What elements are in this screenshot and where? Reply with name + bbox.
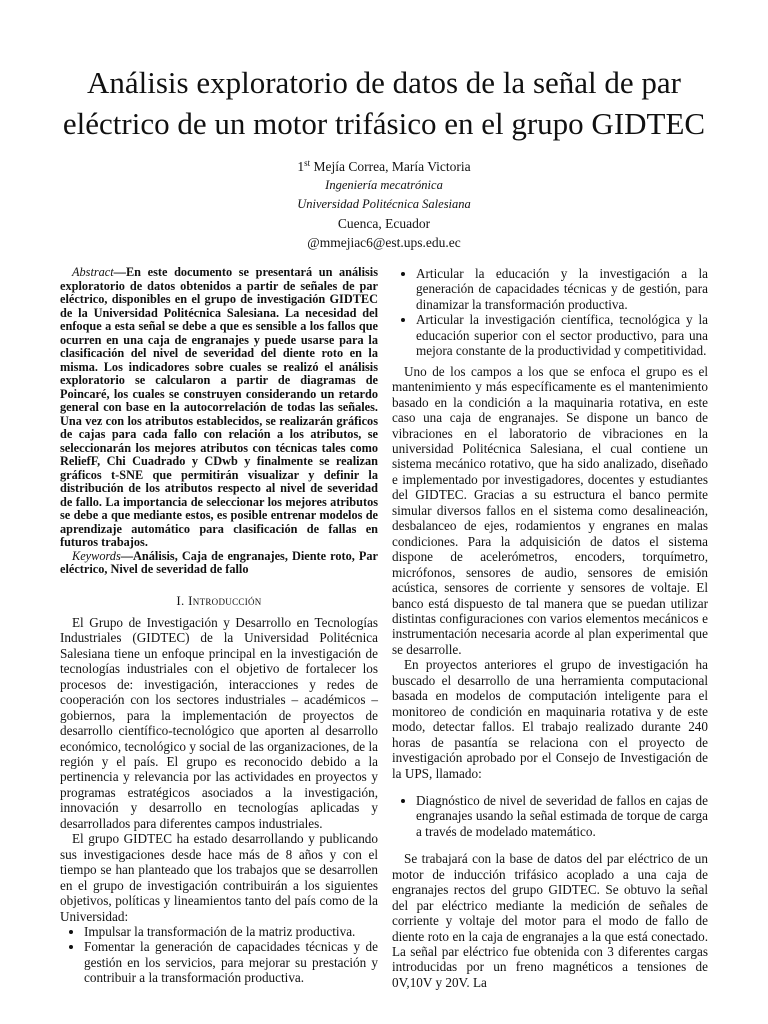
abstract-text: —En este documento se presentará un análisis exploratorio de datos obtenidos a partir de señales de par eléctrico, disponibles en el grupo de investigación GIDTEC de la Universidad Politécnica Salesiana. La necesidad del enfoque a esta señal se debe a que es sensible a los fallos que ocurren en una caja de engranajes y puede usarse para la clasificación del nivel de severidad del diente roto en la misma. Los indicadores sobre cuales se realizó el análisis exploratorio se calcularon a partir de diagramas de Poincaré, los cuales se construyen considerando un retardo general con base en la autocorrelación de todas las señales. Una vez con los atributos establecidos, se realizarán gráficos de cajas para cada fallo con relación a los atributos, se seleccionarán los mejores atributos con técnicas tales como ReliefF, Chi Cuadrado y CDwb y finalmente se realizan gráficos t-SNE que permitirán visualizar y definir la distribución de los atributos respecto al nivel de severidad de fallo. La importancia de seleccionar los mejores atributos se debe a que mediante estos, es posible entrenar modelos de aprendizaje automático para clasificación de fallas en futuros trabajos. — [60, 265, 378, 549]
keywords-text: —Análisis, Caja de engranajes, Diente roto, Par eléctrico, Nivel de severidad de fallo — [60, 548, 378, 576]
section-number: I. — [176, 592, 185, 608]
keywords-label: Keywords — [72, 548, 121, 563]
author-institution: Universidad Politécnica Salesiana — [297, 197, 471, 211]
list-item: • Articular la educación y la investigación a la generación de capacidades técnicas y de gestión, para dinamizar la transformación productiva. — [416, 266, 708, 312]
objectives-list-continued — [392, 266, 708, 359]
intro-paragraph-1: El Grupo de Investigación y Desarrollo en Tecnologías Industriales (GIDTEC) de la Universidad Politécnica Salesiana tiene un enfoque principal en la investigación de tecnologías industriales con el objetivo de fortalecer los procesos de: investigación, interacciones y redes de cooperación con los sectores industriales – académicos – gobiernos, para la implementación de proyectos de desarrollo científico-tecnológico que aporten al desarrollo económico, tecnológico y social de las organizaciones, de la región y el país. El grupo es reconocido debido a la pertinencia y relevancia por las actividades en proyectos y programas estratégicos asociados a la investigación, innovación y desarrollo en tecnologías aplicadas y desarrollados para diferentes campos industriales. — [60, 614, 378, 831]
author-email: @mmejiac6@est.ups.edu.ec — [307, 235, 461, 250]
right-column — [392, 266, 708, 990]
author-location: Cuenca, Ecuador — [337, 216, 431, 231]
intro-paragraph-5: Se trabajará con la base de datos del par eléctrico de un motor de inducción trifásico acoplado a una caja de engranajes rectos del grupo GIDTEC. Se obtuvo la señal del par eléctrico mediante la medición de señales de corriente y voltaje del motor para el modo de fallo de diente roto en la caja de engranajes a la que está conectado. La señal par eléctrico fue obtenida con 3 diferentes cargas introducidas por un freno magnéticos a tensiones de 0V,10V y 20V. La — [392, 851, 708, 990]
list-item: • Diagnóstico de nivel de severidad de fallos en cajas de engranajes usando la señal estimada de torque de carga a través de modelado matemático. — [416, 793, 708, 839]
author-department: Ingeniería mecatrónica — [325, 178, 443, 192]
list-item: • Fomentar la generación de capacidades técnicas y de gestión en los servicios, para mejorar su prestación y contribuir a la transformación productiva. — [84, 939, 378, 985]
author-ordinal-suffix: st — [304, 158, 311, 168]
intro-paragraph-2: El grupo GIDTEC ha estado desarrollando y publicando sus investigaciones desde hace más de 8 años y con el tiempo se han planteado que los trabajos que se desarrollen en el grupo de investigación contribuirán a los siguientes objetivos, políticas y lineamientos tanto del país como de la Universidad: — [60, 831, 378, 924]
project-list — [392, 793, 708, 839]
objectives-list — [60, 924, 378, 986]
intro-paragraph-3: Uno de los campos a los que se enfoca el grupo es el mantenimiento y más específicamente es el mantenimiento basado en la condición a la maquinaria rotativa, en este caso una caja de engranajes. Se dispone un banco de vibraciones en el laboratorio de vibraciones en la universidad Politécnica Salesiana, el cual contiene un sistema mecánico rotativo, que ha sido analizado, diseñado e implementado por investigadores, docentes y estudiantes del GIDTEC. Gracias a su estructura el banco permite simular diversos fallos en el sistema como desalineación, desbalanceo de ejes, rodamientos y engranes en malas condiciones. Para la adquisición de datos el sistema dispone de acelerómetros, encoders, torquímetro, micrófonos, sensores de audio, sensores de emisión acústica, sensores de corriente y sensores de voltaje. El banco está dispuesto de tal manera que se puedan utilizar distintas configuraciones con varios elementos mecánicos e instrumentación necesaria acorde al plan experimental que se desarrolle. — [392, 363, 708, 657]
section-title: Introducción — [188, 592, 262, 608]
author-name-line — [0, 154, 768, 176]
abstract — [60, 266, 378, 550]
author-name: Mejía Correa, María Victoria — [313, 159, 471, 174]
intro-paragraph-4: En proyectos anteriores el grupo de investigación ha buscado el desarrollo de una herramienta computacional basada en modelos de computación inteligente para el monitoreo de condición en maquinaria rotativa y de este modo, detectar fallos. El trabajo realizado durante 240 horas de pasantía se relaciona con el proyecto de investigación aprobado por el Consejo de Investigación de la UPS, llamado: — [392, 657, 708, 781]
left-column — [60, 266, 378, 986]
abstract-label: Abstract — [72, 265, 114, 279]
list-item: • Articular la investigación científica, tecnológica y la educación superior con el sector productivo, para una mejora constante de la productividad y competitividad. — [416, 312, 708, 358]
author-ordinal: 1 — [297, 159, 305, 174]
list-item: • Impulsar la transformación de la matriz productiva. — [84, 924, 378, 939]
author-block — [0, 154, 768, 252]
keywords — [60, 550, 378, 577]
paper-title: Análisis exploratorio de datos de la señal de par eléctrico de un motor trifásico en el grupo GIDTEC — [62, 65, 706, 141]
section-heading — [60, 593, 378, 608]
